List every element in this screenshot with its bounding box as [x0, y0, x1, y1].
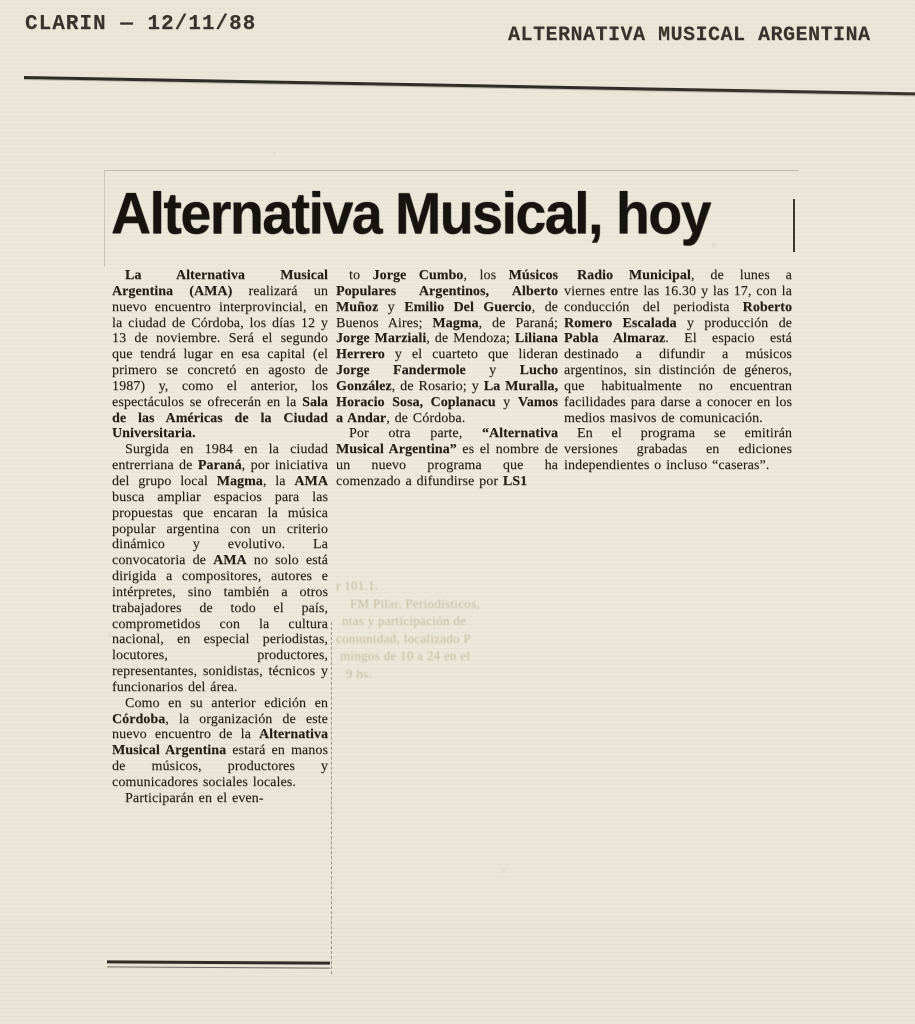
headline-box — [104, 170, 799, 267]
article-column-3 — [564, 268, 792, 807]
paragraph: Como en su anterior edición en Córdoba, la organización de este nuevo encuentro de la Alternativa Musical Argentina estará en manos de músicos, productores y comunicadores sociales locales. — [112, 695, 328, 790]
column-end-rule — [107, 960, 330, 968]
article-column-1 — [112, 268, 328, 807]
publication-and-date: CLARIN — 12/11/88 — [25, 13, 257, 36]
paragraph: Por otra parte, “Alternativa Musical Argentina” es el nombre de un nuevo programa que ha comenzado a difundirse por LS1 — [336, 426, 558, 489]
paragraph: Radio Municipal, de lunes a viernes entre las 16.30 y las 17, con la conducción del periodista Roberto Romero Escalada y producción de Pabla Almaraz. El espacio está destinado a difundir a músicos argentinos, sin distinción de géneros, que habitualmente no encuentran facilidades para darse a conocer en los medios masivos de comunicación. — [564, 268, 792, 426]
column-divider-line — [331, 622, 332, 974]
ghost-line: 9 hs. — [346, 665, 373, 681]
paragraph: En el programa se emitirán versiones grabadas en ediciones independientes o incluso “caseras”. — [564, 426, 792, 474]
article-body — [112, 268, 792, 807]
horizontal-rule — [24, 76, 915, 96]
ghost-line: r 101.1. — [336, 578, 379, 593]
ghost-line: FM Pilar. Periodísticos, — [350, 595, 480, 611]
ghost-line: comunidad, localizado P — [336, 630, 472, 646]
paragraph: Participarán en el even- — [125, 790, 264, 806]
ghost-line: ntas y participación de — [342, 613, 467, 628]
paragraph: La Alternativa Musical Argentina (AMA) realizará un nuevo encuentro interprovincial, en la ciudad de Córdoba, los días 12 y 13 de noviembre. Será el segundo que tendrá lugar en esa capital (el primero se concretó en agosto de 1987) y, como el anterior, los espectáculos se ofrecerán en la Sala de las Américas de la Ciudad Universitaria. — [112, 268, 329, 442]
ghost-line: mingos de 10 a 24 en el — [340, 648, 471, 663]
article-headline: Alternativa Musical, hoy — [110, 180, 710, 246]
clipping-edge-mark — [793, 199, 795, 252]
clipping-subject-header: ALTERNATIVA MUSICAL ARGENTINA — [508, 24, 871, 47]
article-column-2 — [336, 268, 558, 807]
paragraph: to Jorge Cumbo, los Músicos Populares Argentinos, Alberto Muñoz y Emilio Del Guercio, de Buenos Aires; Magma, de Paraná; Jorge Marziali, de Mendoza; Liliana Herrero y el cuarteto que lideran Jorge Fandermole y Lucho González, de Rosario; y La Muralla, Horacio Sosa, Coplanacu y Vamos a Andar, de Córdoba. — [336, 268, 559, 426]
bleed-through-text — [336, 577, 564, 682]
paragraph: Surgida en 1984 en la ciudad entrerriana de Paraná, por iniciativa del grupo local Magma, la AMA busca ampliar espacios para las propuestas que encaran la música popular argentina con un criterio dinámico y evolutivo. La convocatoria de AMA no solo está dirigida a compositores, autores e intérpretes, sino también a otros trabajadores de todo el país, comprometidos con la cultura nacional, en especial periodistas, locutores, productores, representantes, sonidistas, técnicos y funcionarios del área. — [112, 442, 328, 695]
